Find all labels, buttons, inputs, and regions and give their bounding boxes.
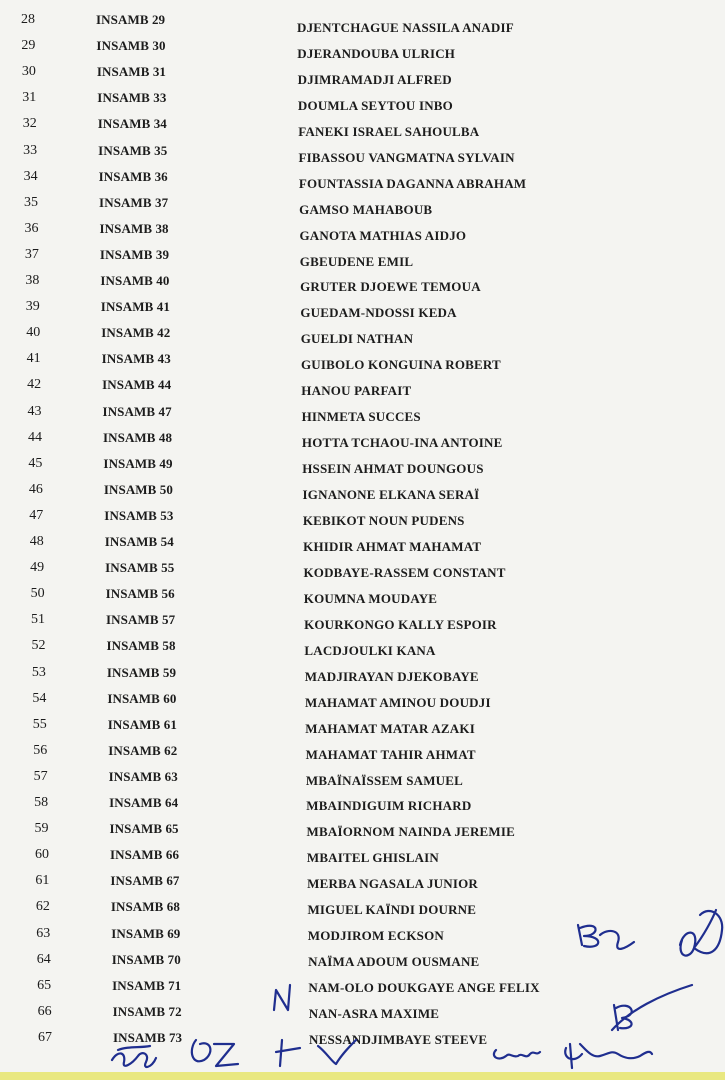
row-number: 34 — [23, 168, 38, 184]
table-row — [0, 742, 725, 764]
registration-code: INSAMB 41 — [100, 299, 170, 315]
row-number: 63 — [36, 925, 51, 941]
row-number: 60 — [34, 847, 49, 863]
registration-code: INSAMB 73 — [113, 1030, 183, 1045]
table-row — [0, 168, 725, 190]
student-name: GANOTA MATHIAS AIDJO — [299, 227, 467, 243]
registration-code: INSAMB 37 — [99, 194, 169, 210]
table-row — [0, 194, 725, 216]
student-name: GRUTER DJOEWE TEMOUA — [300, 279, 481, 295]
registration-code: INSAMB 34 — [97, 116, 167, 132]
table-row — [0, 403, 725, 425]
registration-code: INSAMB 55 — [105, 560, 175, 576]
table-row — [0, 611, 725, 633]
registration-code: INSAMB 30 — [96, 38, 166, 54]
registration-code: INSAMB 58 — [106, 638, 176, 654]
row-number: 64 — [36, 951, 51, 967]
student-name: HOTTA TCHAOU-INA ANTOINE — [301, 435, 503, 451]
table-row — [0, 820, 725, 842]
registration-code: INSAMB 70 — [111, 951, 181, 967]
student-name: FOUNTASSIA DAGANNA ABRAHAM — [298, 175, 527, 191]
registration-code: INSAMB 68 — [110, 899, 180, 915]
table-row — [0, 115, 725, 137]
yellow-bottom-band — [0, 1072, 725, 1080]
row-number: 47 — [29, 507, 44, 523]
row-number: 58 — [34, 795, 49, 811]
student-name: MBAÏORNOM NAINDA JEREMIE — [306, 824, 516, 840]
row-number: 32 — [22, 116, 37, 132]
table-row — [0, 298, 725, 320]
registration-code: INSAMB 50 — [103, 481, 174, 497]
row-number: 37 — [24, 246, 39, 262]
table-row — [0, 951, 725, 973]
table-row — [0, 272, 725, 294]
table-row — [0, 1029, 725, 1051]
student-name: HSSEIN AHMAT DOUNGOUS — [302, 461, 484, 477]
row-number: 30 — [21, 64, 36, 80]
row-number: 31 — [22, 90, 37, 106]
row-number: 40 — [26, 325, 41, 341]
registration-code: INSAMB 49 — [103, 455, 173, 471]
registration-code: INSAMB 60 — [107, 690, 177, 706]
student-name: HANOU PARFAIT — [301, 383, 412, 399]
registration-code: INSAMB 38 — [99, 220, 169, 236]
table-row — [0, 63, 725, 85]
table-row — [0, 220, 725, 242]
table-row — [0, 664, 725, 686]
student-name: DJERANDOUBA ULRICH — [297, 45, 456, 61]
student-name: GUEDAM-NDOSSI KEDA — [300, 305, 457, 321]
registration-code: INSAMB 56 — [105, 586, 175, 602]
student-name: GUELDI NATHAN — [300, 331, 414, 347]
registration-code: INSAMB 47 — [102, 403, 172, 419]
student-name: NAM-OLO DOUKGAYE ANGE FELIX — [308, 980, 540, 996]
student-name: MIGUEL KAÏNDI DOURNE — [307, 902, 477, 918]
registration-code: INSAMB 33 — [97, 90, 167, 106]
row-number: 66 — [37, 1003, 52, 1019]
table-row — [0, 690, 725, 712]
table-row — [0, 429, 725, 451]
row-number: 36 — [24, 220, 39, 236]
student-name: LACDJOULKI KANA — [304, 642, 436, 658]
table-row — [0, 925, 725, 947]
student-name: MAHAMAT TAHIR AHMAT — [305, 746, 476, 762]
registration-code: INSAMB 71 — [112, 977, 182, 993]
row-number: 53 — [31, 664, 46, 680]
table-row — [0, 794, 725, 816]
row-number: 48 — [29, 534, 44, 550]
row-number: 57 — [33, 768, 48, 784]
row-number: 59 — [34, 821, 49, 837]
registration-code: INSAMB 53 — [104, 507, 174, 523]
row-number: 38 — [25, 273, 40, 289]
table-row — [0, 977, 725, 999]
student-name: KOUMNA MOUDAYE — [303, 590, 438, 606]
row-number: 42 — [27, 377, 42, 393]
registration-code: INSAMB 57 — [106, 612, 176, 628]
registration-code: INSAMB 67 — [110, 873, 180, 889]
table-row — [0, 507, 725, 529]
row-number: 39 — [25, 299, 40, 315]
row-number: 35 — [24, 194, 39, 210]
table-row — [0, 585, 725, 607]
student-name: MAHAMAT MATAR AZAKI — [305, 720, 475, 736]
row-number: 46 — [28, 481, 43, 497]
table-row — [0, 637, 725, 659]
registration-code: INSAMB 62 — [108, 742, 178, 758]
student-name: MBAÏNAÏSSEM SAMUEL — [305, 772, 464, 788]
student-name: MBAINDIGUIM RICHARD — [306, 798, 472, 814]
registration-code: INSAMB 66 — [109, 847, 180, 863]
registration-code: INSAMB 65 — [109, 821, 179, 837]
registration-code: INSAMB 54 — [104, 534, 174, 550]
student-name: NAÏMA ADOUM OUSMANE — [308, 954, 480, 970]
table-row — [0, 89, 725, 111]
student-name: MERBA NGASALA JUNIOR — [307, 876, 478, 892]
registration-code: INSAMB 64 — [109, 795, 179, 811]
student-name: DJIMRAMADJI ALFRED — [297, 71, 452, 87]
table-row — [0, 142, 725, 164]
row-number: 51 — [31, 612, 46, 628]
student-name: KHIDIR AHMAT MAHAMAT — [303, 538, 482, 554]
table-row — [0, 246, 725, 268]
row-number: 44 — [27, 429, 42, 445]
table-row — [0, 872, 725, 894]
registration-code: INSAMB 63 — [108, 768, 178, 784]
student-name: FIBASSOU VANGMATNA SYLVAIN — [298, 149, 515, 165]
table-row — [0, 481, 725, 503]
registration-code: INSAMB 44 — [102, 377, 172, 393]
table-row — [0, 350, 725, 372]
student-name: NAN-ASRA MAXIME — [308, 1006, 440, 1022]
student-name: DOUMLA SEYTOU INBO — [297, 97, 453, 113]
registration-code: INSAMB 42 — [101, 325, 171, 341]
row-number: 61 — [35, 873, 50, 889]
row-number: 56 — [33, 742, 48, 758]
student-name: MADJIRAYAN DJEKOBAYE — [304, 668, 479, 684]
registration-code: INSAMB 40 — [100, 273, 170, 289]
row-number: 55 — [32, 716, 47, 732]
row-number: 43 — [27, 403, 42, 419]
table-row — [0, 455, 725, 477]
row-number: 33 — [23, 142, 38, 158]
row-number: 45 — [28, 455, 43, 471]
row-number: 65 — [37, 977, 52, 993]
registration-code: INSAMB 69 — [111, 925, 181, 941]
student-name: GAMSO MAHABOUB — [299, 201, 433, 217]
table-row — [0, 768, 725, 790]
table-row — [0, 898, 725, 920]
registration-code: INSAMB 61 — [107, 716, 177, 732]
registration-code: INSAMB 31 — [96, 64, 167, 80]
table-row — [0, 376, 725, 398]
registration-code: INSAMB 48 — [102, 429, 173, 445]
row-number: 67 — [38, 1030, 52, 1045]
student-name: MBAITEL GHISLAIN — [306, 850, 439, 866]
student-name: DJENTCHAGUE NASSILA ANADIF — [297, 20, 514, 35]
table-row — [0, 1003, 725, 1025]
table-row — [0, 11, 725, 33]
table-row — [0, 716, 725, 738]
row-number: 62 — [35, 899, 50, 915]
table-row — [0, 37, 725, 59]
table-row — [0, 324, 725, 346]
row-number: 28 — [21, 12, 35, 27]
row-number: 49 — [30, 560, 45, 576]
student-name: IGNANONE ELKANA SERAÏ — [302, 487, 480, 503]
registration-code: INSAMB 35 — [98, 142, 168, 158]
row-number: 41 — [26, 351, 41, 367]
student-name: KODBAYE-RASSEM CONSTANT — [303, 564, 506, 580]
registration-code: INSAMB 36 — [98, 168, 168, 184]
table-row — [0, 559, 725, 581]
registration-code: INSAMB 43 — [101, 351, 171, 367]
student-name: HINMETA SUCCES — [301, 409, 421, 425]
student-name: KOURKONGO KALLY ESPOIR — [304, 616, 497, 632]
row-number: 50 — [30, 586, 45, 602]
table-row — [0, 846, 725, 868]
registration-code: INSAMB 59 — [106, 664, 177, 680]
student-name: GBEUDENE EMIL — [299, 253, 414, 269]
student-name: GUIBOLO KONGUINA ROBERT — [301, 357, 501, 373]
row-number: 52 — [31, 638, 46, 654]
student-name: MODJIROM ECKSON — [307, 928, 445, 944]
row-number: 54 — [32, 690, 47, 706]
row-number: 29 — [21, 38, 36, 54]
student-name: NESSANDJIMBAYE STEEVE — [309, 1032, 488, 1047]
student-name: FANEKI ISRAEL SAHOULBA — [298, 123, 480, 139]
registration-code: INSAMB 72 — [112, 1003, 182, 1019]
student-name: KEBIKOT NOUN PUDENS — [302, 513, 465, 528]
table-row — [0, 533, 725, 555]
registration-code: INSAMB 39 — [99, 246, 170, 262]
registration-code: INSAMB 29 — [96, 12, 166, 27]
student-name: MAHAMAT AMINOU DOUDJI — [305, 694, 491, 710]
